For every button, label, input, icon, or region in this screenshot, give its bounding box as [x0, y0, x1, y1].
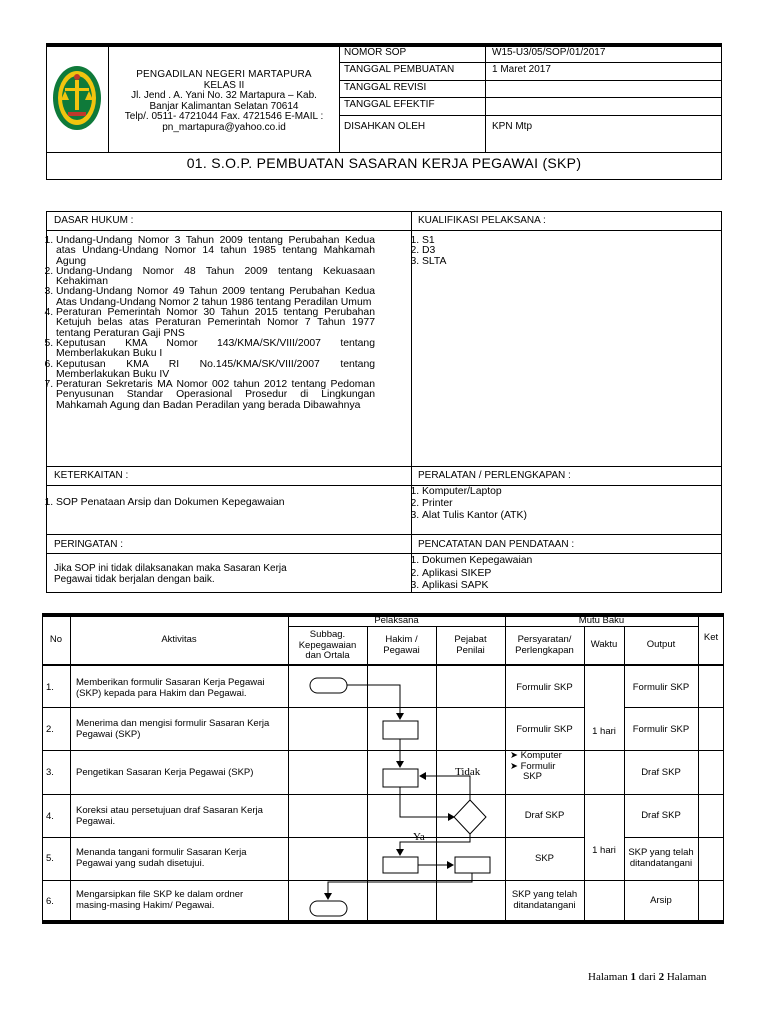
- flow-end-terminator: [310, 901, 347, 916]
- meta-value-pembuatan: 1 Maret 2017: [492, 64, 551, 75]
- meta-label-revisi: TANGGAL REVISI: [344, 82, 427, 93]
- col-output: Output: [646, 639, 676, 650]
- row-no-4: 4.: [46, 811, 54, 822]
- flow-process-sign: [455, 857, 490, 873]
- row-activity-2: Menerima dan mengisi formulir Sasaran Kerja Pegawai (SKP): [76, 718, 270, 740]
- list-item: 4. Peraturan Pemerintah Nomor 30 Tahun 2015 tentang Perubahan Ketujuh belas atas Peraturan Pemerintah Nomor 7 Tahun 1977 tentang Peraturan Gaji PNS: [56, 308, 375, 339]
- flow-process-type: [383, 769, 418, 787]
- meta-value-disahkan: KPN Mtp: [492, 121, 533, 132]
- row-no-1: 1.: [46, 682, 54, 693]
- row-output-4: Draf SKP: [641, 810, 681, 821]
- row-no-3: 3.: [46, 767, 54, 778]
- meta-label-efektif: TANGGAL EFEKTIF: [344, 99, 435, 110]
- col-ket: Ket: [703, 632, 719, 643]
- flow-start-terminator: [310, 678, 347, 693]
- bullet-arrow-icon: ➤: [510, 750, 518, 761]
- court-address-1: Jl. Jend . A. Yani No. 32 Martapura – Kab.: [131, 90, 317, 102]
- list-item: 1. Dokumen Kepegawaian: [422, 555, 696, 568]
- flow-process-approve: [383, 857, 418, 873]
- bullet-arrow-icon: ➤: [510, 760, 518, 772]
- meta-label-pembuatan: TANGGAL PEMBUATAN: [344, 64, 455, 75]
- flow-decision: [454, 800, 486, 834]
- court-contact-2: pn_martapura@yahoo.co.id: [162, 121, 286, 133]
- col-aktivitas: Aktivitas: [161, 634, 197, 645]
- pencatatan-label: PENCATATAN DAN PENDATAAN :: [418, 539, 575, 550]
- row-activity-4: Koreksi atau persetujuan draf Sasaran Kerja Pegawai.: [76, 805, 263, 827]
- row-activity-6: Mengarsipkan file SKP ke dalam ordner masing-masing Hakim/ Pegawai.: [76, 889, 244, 911]
- col-subbag: Subbag. Kepegawaian dan Ortala: [298, 629, 357, 661]
- list-item: 3. Alat Tulis Kantor (ATK): [422, 510, 696, 522]
- list-item: 1. SOP Penataan Arsip dan Dokumen Kepegawaian: [56, 498, 375, 508]
- peringatan-text-2: Pegawai tidak berjalan dengan baik.: [54, 574, 215, 585]
- current-page: 1: [630, 971, 636, 983]
- list-item: 2. Printer: [422, 498, 696, 510]
- col-hakim: Hakim / Pegawai: [383, 634, 420, 656]
- list-item: 3. Undang-Undang Nomor 49 Tahun 2009 tentang Perubahan Kedua Atas Undang-Undang Nomor 2 tahun 1986 tentang Peradilan Umum: [56, 287, 375, 308]
- meta-value-nomor: W15-U3/05/SOP/01/2017: [492, 47, 606, 58]
- list-item: 2. Undang-Undang Nomor 48 Tahun 2009 tentang Kekuasaan Kehakiman: [56, 267, 375, 288]
- row-activity-3: Pengetikan Sasaran Kerja Pegawai (SKP): [76, 767, 254, 778]
- court-contact-1: Telp/. 0511- 4721044 Fax. 4721546 E-MAIL :: [124, 111, 324, 123]
- row-req-5: SKP: [534, 853, 554, 864]
- row-req-4: Draf SKP: [524, 810, 565, 821]
- flow-arrow-1: [347, 685, 400, 719]
- list-item: 3. Aplikasi SAPK: [422, 580, 696, 593]
- page-footer: Halaman 1 dari 2 Halaman: [588, 971, 707, 983]
- row-activity-1: Memberikan formulir Sasaran Kerja Pegawai (SKP) kepada para Hakim dan Pegawai.: [76, 677, 265, 699]
- col-persyaratan: Persyaratan/ Perlengkapan: [515, 634, 574, 656]
- list-item: 1. Komputer/Laptop: [422, 486, 696, 498]
- kualifikasi-label: KUALIFIKASI PELAKSANA :: [418, 215, 546, 226]
- list-item: 7. Peraturan Sekretaris MA Nomor 002 tahun 2012 tentang Pedoman Penyusunan Standar Operasional Prosedur di Lingkungan Mahkamah Agung dan Badan Peradilan yang berada Dibawahnya: [56, 380, 375, 411]
- row-output-2: Formulir SKP: [632, 724, 690, 735]
- col-waktu: Waktu: [590, 639, 618, 650]
- row-output-5: SKP yang telah ditandatangani: [628, 847, 694, 869]
- row-req-6: SKP yang telah ditandatangani: [511, 889, 578, 911]
- row-no-2: 2.: [46, 724, 54, 735]
- row-activity-5: Menanda tangani formulir Sasaran Kerja Pegawai yang sudah disetujui.: [76, 847, 247, 869]
- dasar-hukum-label: DASAR HUKUM :: [54, 215, 134, 226]
- list-item: 6. Keputusan KMA RI No.145/KMA/SK/VIII/2007 tentang Memberlakukan Buku IV: [56, 360, 375, 381]
- row-output-1: Formulir SKP: [632, 682, 690, 693]
- meta-label-disahkan: DISAHKAN OLEH: [344, 121, 426, 132]
- row-req-3: ➤ Komputer ➤ Formulir SKP: [510, 750, 562, 782]
- list-item: 1. S1: [422, 236, 696, 246]
- row-req-2: Formulir SKP: [516, 724, 573, 735]
- flow-process-fill: [383, 721, 418, 739]
- col-pejabat: Pejabat Penilai: [454, 634, 487, 656]
- col-mutu-baku: Mutu Baku: [578, 615, 625, 626]
- court-name: PENGADILAN NEGERI MARTAPURA: [136, 69, 312, 80]
- keterkaitan-label: KETERKAITAN :: [54, 470, 129, 481]
- row-no-6: 6.: [46, 896, 54, 907]
- label-tidak: Tidak: [455, 766, 481, 778]
- list-item: 3. SLTA: [422, 257, 696, 267]
- row-output-3: Draf SKP: [641, 767, 681, 778]
- court-class: KELAS II: [203, 79, 245, 91]
- total-pages: 2: [658, 971, 665, 983]
- peringatan-text-1: Jika SOP ini tidak dilaksanakan maka Sasaran Kerja: [54, 563, 287, 574]
- row-waktu-2: 1 hari: [592, 845, 616, 856]
- col-no: No: [49, 634, 63, 645]
- list-item: 1. Undang-Undang Nomor 3 Tahun 2009 tentang Perubahan Kedua atas Undang-Undang Nomor 14 tahun 1985 tentang Mahkamah Agung: [56, 236, 375, 267]
- list-item: 5. Keputusan KMA Nomor 143/KMA/SK/VIII/2007 tentang Memberlakukan Buku I: [56, 339, 375, 360]
- row-no-5: 5.: [46, 853, 54, 864]
- peringatan-label: PERINGATAN :: [54, 539, 124, 550]
- list-item: 2. Aplikasi SIKEP: [422, 568, 696, 581]
- peralatan-label: PERALATAN / PERLENGKAPAN :: [418, 470, 571, 481]
- row-req-1: Formulir SKP: [516, 682, 573, 693]
- flow-arrow-3: [400, 787, 454, 817]
- row-waktu-1: 1 hari: [592, 726, 616, 737]
- label-ya: Ya: [413, 831, 425, 843]
- page-title: 01. S.O.P. PEMBUATAN SASARAN KERJA PEGAWAI (SKP): [186, 155, 582, 171]
- meta-label-nomor: NOMOR SOP: [344, 47, 407, 58]
- list-item: 2. D3: [422, 246, 696, 256]
- court-address-2: Banjar Kalimantan Selatan 70614: [149, 100, 299, 112]
- flow-arrow-6: [328, 873, 472, 899]
- flow-arrow-ya: [400, 834, 470, 855]
- flow-arrow-tidak: [420, 776, 470, 800]
- row-output-6: Arsip: [650, 895, 672, 906]
- col-pelaksana: Pelaksana: [374, 615, 419, 626]
